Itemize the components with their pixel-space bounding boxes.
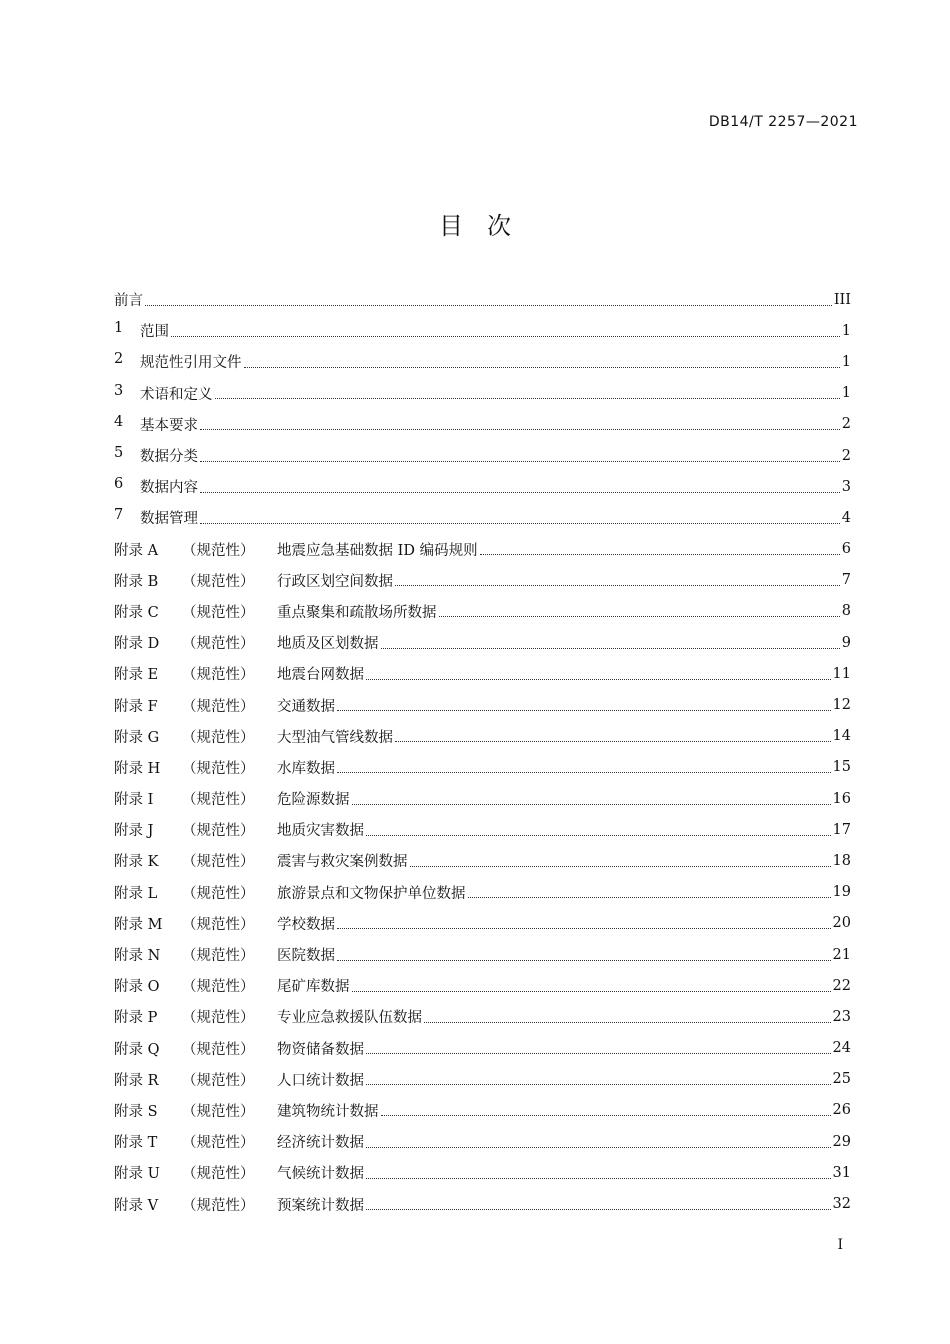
page-title: 目 次 [439, 212, 511, 240]
appendix-id: 附录 G [114, 729, 160, 746]
toc-entry-title: 人口统计数据 [277, 1072, 364, 1089]
toc-entry-page: 20 [832, 915, 851, 932]
toc-entry-page: 8 [841, 603, 851, 620]
toc-entry-title: 前言 [114, 293, 143, 310]
toc-entry-appendix[interactable] [114, 908, 851, 939]
toc-entry-page: 29 [832, 1133, 851, 1150]
toc-entry-page: 17 [832, 821, 851, 838]
dot-leader [366, 1208, 831, 1210]
toc-entry-page: 16 [832, 790, 851, 807]
toc-entry-appendix[interactable] [114, 627, 851, 658]
toc-entry-page: 9 [841, 634, 851, 651]
toc-entry-page: 1 [841, 385, 851, 402]
appendix-id: 附录 C [114, 604, 159, 621]
appendix-type: （规范性） [182, 916, 255, 933]
appendix-type: （规范性） [182, 698, 255, 715]
toc-entry-title: 地震台网数据 [277, 667, 364, 684]
dot-leader [352, 803, 831, 805]
toc-entry-page: 26 [832, 1102, 851, 1119]
table-of-contents [114, 284, 851, 1220]
dot-leader [337, 959, 831, 961]
toc-entry-appendix[interactable] [114, 534, 851, 565]
toc-entry-page: 24 [832, 1040, 851, 1057]
dot-leader [337, 709, 831, 711]
toc-entry-page: 1 [841, 322, 851, 339]
appendix-type: （规范性） [182, 636, 255, 653]
toc-entry-title: 基本要求 [140, 417, 198, 434]
toc-entry-page: 11 [832, 665, 851, 682]
dot-leader [366, 1146, 831, 1148]
toc-entry-appendix[interactable] [114, 1188, 851, 1219]
toc-entry-clause[interactable] [114, 471, 851, 502]
toc-entry-title: 术语和定义 [140, 386, 213, 403]
toc-entry-appendix[interactable] [114, 939, 851, 970]
toc-entry-title: 医院数据 [277, 948, 335, 965]
dot-leader [395, 584, 840, 586]
toc-entry-page: 25 [832, 1071, 851, 1088]
appendix-type: （规范性） [182, 1072, 255, 1089]
appendix-type: （规范性） [182, 792, 255, 809]
appendix-id: 附录 Q [114, 1041, 160, 1058]
toc-entry-title: 数据内容 [140, 480, 198, 497]
appendix-id: 附录 R [114, 1072, 159, 1089]
toc-entry-clause[interactable] [114, 409, 851, 440]
toc-entry-page: 31 [832, 1164, 851, 1181]
appendix-id: 附录 H [114, 760, 161, 777]
toc-entry-clause[interactable] [114, 315, 851, 346]
toc-entry-title: 地震应急基础数据 ID 编码规则 [277, 542, 478, 559]
appendix-type: （规范性） [182, 573, 255, 590]
toc-entry-title: 范围 [140, 324, 169, 341]
appendix-type: （规范性） [182, 948, 255, 965]
appendix-type: （规范性） [182, 1166, 255, 1183]
appendix-id: 附录 U [114, 1166, 160, 1183]
toc-entry-title: 专业应急救援队伍数据 [277, 1010, 422, 1027]
toc-entry-title: 数据分类 [140, 449, 198, 466]
appendix-id: 附录 I [114, 792, 154, 809]
toc-entry-appendix[interactable] [114, 689, 851, 720]
toc-entry-appendix[interactable] [114, 783, 851, 814]
toc-entry-appendix[interactable] [114, 752, 851, 783]
appendix-type: （规范性） [182, 1135, 255, 1152]
appendix-id: 附录 T [114, 1135, 158, 1152]
toc-entry-appendix[interactable] [114, 1126, 851, 1157]
toc-entry-page: 19 [832, 884, 851, 901]
appendix-type: （规范性） [182, 1197, 255, 1214]
toc-entry-page: 23 [832, 1008, 851, 1025]
appendix-id: 附录 N [114, 948, 161, 965]
dot-leader [171, 335, 840, 337]
appendix-id: 附录 O [114, 979, 160, 996]
toc-entry-page: 6 [841, 541, 851, 558]
dot-leader [337, 771, 831, 773]
toc-entry-title: 物资储备数据 [277, 1041, 364, 1058]
toc-entry-title: 数据管理 [140, 511, 198, 528]
toc-entry-title: 学校数据 [277, 916, 335, 933]
toc-entry-title: 震害与救灾案例数据 [277, 854, 408, 871]
toc-entry-appendix[interactable] [114, 814, 851, 845]
toc-entry-title: 行政区划空间数据 [277, 573, 393, 590]
dot-leader [200, 491, 840, 493]
appendix-id: 附录 K [114, 854, 159, 871]
appendix-id: 附录 F [114, 698, 158, 715]
dot-leader [200, 522, 840, 524]
toc-entry-number: 4 [114, 413, 124, 430]
dot-leader [468, 896, 831, 898]
toc-entry-clause[interactable] [114, 440, 851, 471]
toc-entry-foreword[interactable] [114, 284, 851, 315]
appendix-type: （规范性） [182, 667, 255, 684]
toc-entry-page: 15 [832, 759, 851, 776]
toc-entry-page: 2 [841, 416, 851, 433]
toc-entry-title: 尾矿库数据 [277, 979, 350, 996]
appendix-id: 附录 V [114, 1197, 159, 1214]
toc-entry-appendix[interactable] [114, 877, 851, 908]
appendix-type: （规范性） [182, 854, 255, 871]
appendix-type: （规范性） [182, 823, 255, 840]
appendix-id: 附录 A [114, 542, 159, 559]
toc-entry-appendix[interactable] [114, 596, 851, 627]
toc-entry-title: 气候统计数据 [277, 1166, 364, 1183]
toc-entry-number: 2 [114, 351, 124, 368]
toc-entry-title: 规范性引用文件 [140, 355, 242, 372]
toc-entry-title: 危险源数据 [277, 792, 350, 809]
toc-entry-clause[interactable] [114, 502, 851, 533]
toc-entry-appendix[interactable] [114, 565, 851, 596]
toc-entry-title: 预案统计数据 [277, 1197, 364, 1214]
dot-leader [244, 366, 840, 368]
dot-leader [410, 865, 831, 867]
toc-entry-page: 12 [832, 697, 851, 714]
toc-entry-title: 经济统计数据 [277, 1135, 364, 1152]
dot-leader [480, 553, 840, 555]
dot-leader [200, 460, 840, 462]
toc-entry-number: 5 [114, 445, 124, 462]
toc-entry-page: 7 [841, 572, 851, 589]
toc-entry-title: 重点聚集和疏散场所数据 [277, 604, 437, 621]
page-number: I [837, 1237, 843, 1253]
dot-leader [366, 1177, 831, 1179]
dot-leader [366, 678, 831, 680]
toc-entry-appendix[interactable] [114, 1001, 851, 1032]
toc-entry-clause[interactable] [114, 378, 851, 409]
appendix-id: 附录 S [114, 1103, 158, 1120]
dot-leader [424, 1021, 831, 1023]
toc-entry-number: 6 [114, 476, 124, 493]
document-code: DB14/T 2257—2021 [708, 114, 858, 130]
dot-leader [352, 990, 831, 992]
toc-entry-page: 3 [841, 478, 851, 495]
toc-entry-title: 建筑物统计数据 [277, 1103, 379, 1120]
toc-entry-appendix[interactable] [114, 1157, 851, 1188]
toc-entry-appendix[interactable] [114, 658, 851, 689]
toc-entry-appendix[interactable] [114, 1064, 851, 1095]
dot-leader [395, 740, 831, 742]
appendix-type: （规范性） [182, 604, 255, 621]
toc-entry-page: 18 [832, 852, 851, 869]
appendix-type: （规范性） [182, 1041, 255, 1058]
toc-entry-page: 1 [841, 353, 851, 370]
dot-leader [215, 397, 840, 399]
toc-entry-appendix[interactable] [114, 721, 851, 752]
dot-leader [337, 927, 831, 929]
toc-entry-page: 4 [841, 509, 851, 526]
dot-leader [381, 647, 840, 649]
toc-entry-title: 地质灾害数据 [277, 823, 364, 840]
appendix-id: 附录 D [114, 636, 160, 653]
appendix-id: 附录 P [114, 1010, 158, 1027]
appendix-id: 附录 M [114, 916, 163, 933]
toc-entry-title: 旅游景点和文物保护单位数据 [277, 885, 466, 902]
toc-entry-page: 32 [832, 1196, 851, 1213]
appendix-id: 附录 L [114, 885, 158, 902]
toc-entry-title: 大型油气管线数据 [277, 729, 393, 746]
toc-entry-number: 3 [114, 382, 124, 399]
toc-entry-page: 22 [832, 977, 851, 994]
appendix-id: 附录 J [114, 823, 154, 840]
toc-entry-clause[interactable] [114, 346, 851, 377]
dot-leader [381, 1114, 831, 1116]
appendix-type: （规范性） [182, 542, 255, 559]
appendix-id: 附录 B [114, 573, 159, 590]
appendix-type: （规范性） [182, 1103, 255, 1120]
dot-leader [366, 1052, 831, 1054]
toc-entry-title: 交通数据 [277, 698, 335, 715]
appendix-type: （规范性） [182, 885, 255, 902]
toc-entry-title: 地质及区划数据 [277, 636, 379, 653]
toc-entry-page: 2 [841, 447, 851, 464]
dot-leader [200, 428, 840, 430]
appendix-type: （规范性） [182, 729, 255, 746]
dot-leader [366, 1083, 831, 1085]
toc-entry-page: 21 [832, 946, 851, 963]
dot-leader [145, 304, 832, 306]
toc-entry-appendix[interactable] [114, 1033, 851, 1064]
appendix-type: （规范性） [182, 979, 255, 996]
toc-entry-number: 1 [114, 320, 124, 337]
toc-entry-number: 7 [114, 507, 124, 524]
dot-leader [366, 834, 831, 836]
toc-entry-page: III [833, 291, 851, 308]
toc-entry-appendix[interactable] [114, 845, 851, 876]
toc-entry-page: 14 [832, 728, 851, 745]
toc-entry-appendix[interactable] [114, 970, 851, 1001]
toc-entry-appendix[interactable] [114, 1095, 851, 1126]
toc-entry-title: 水库数据 [277, 760, 335, 777]
appendix-id: 附录 E [114, 667, 159, 684]
appendix-type: （规范性） [182, 760, 255, 777]
dot-leader [439, 615, 840, 617]
appendix-type: （规范性） [182, 1010, 255, 1027]
